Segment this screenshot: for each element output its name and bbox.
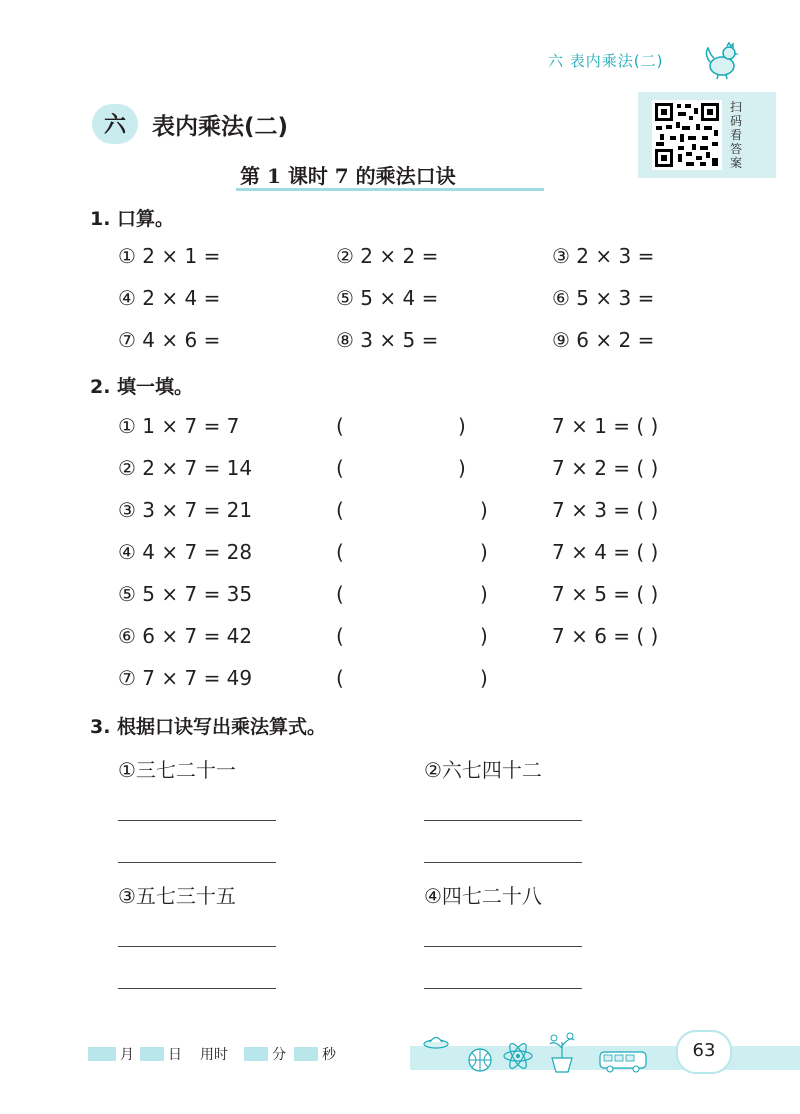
answer-line[interactable] bbox=[118, 946, 276, 947]
paren-close: ) bbox=[480, 582, 488, 606]
potted-plant-icon bbox=[550, 1033, 574, 1072]
day-label: 日 bbox=[168, 1047, 182, 1063]
month-blank[interactable] bbox=[88, 1047, 116, 1061]
time-used-label: 用时 bbox=[200, 1047, 228, 1063]
fill-row-right: 7 × 5 = ( ) bbox=[552, 582, 659, 606]
fill-row-left: ① 1 × 7 = 7 bbox=[118, 414, 240, 438]
minute-label: 分 bbox=[272, 1047, 286, 1063]
paren-close: ) bbox=[480, 666, 488, 690]
fill-row-right: 7 × 1 = ( ) bbox=[552, 414, 659, 438]
fill-row-right: 7 × 6 = ( ) bbox=[552, 624, 659, 648]
science-icons bbox=[420, 1030, 680, 1074]
paren-close: ) bbox=[480, 498, 488, 522]
fill-row-right: 7 × 2 = ( ) bbox=[552, 456, 659, 480]
second-label: 秒 bbox=[322, 1047, 336, 1063]
paren-open: ( bbox=[336, 666, 344, 690]
answer-line[interactable] bbox=[424, 862, 582, 863]
qr-caption-char: 码 bbox=[729, 114, 742, 128]
fill-row-right: 7 × 3 = ( ) bbox=[552, 498, 659, 522]
answer-line[interactable] bbox=[118, 820, 276, 821]
oral-calc-item: ② 2 × 2 = bbox=[336, 244, 439, 268]
paren-open: ( bbox=[336, 498, 344, 522]
unit-title: 表内乘法(二) bbox=[152, 114, 289, 140]
oral-calc-item: ⑤ 5 × 4 = bbox=[336, 286, 439, 310]
qr-code-icon[interactable] bbox=[652, 100, 722, 170]
unit-number: 六 bbox=[103, 113, 126, 138]
fill-row-left: ⑤ 5 × 7 = 35 bbox=[118, 582, 253, 606]
qr-caption bbox=[726, 100, 746, 170]
atom-icon bbox=[504, 1041, 532, 1070]
bus-icon bbox=[600, 1052, 646, 1072]
fill-row-left: ② 2 × 7 = 14 bbox=[118, 456, 253, 480]
page-number: 63 bbox=[692, 1040, 716, 1061]
minute-blank[interactable] bbox=[244, 1047, 268, 1061]
qr-caption-char: 案 bbox=[729, 156, 742, 170]
second-blank[interactable] bbox=[294, 1047, 318, 1061]
answer-line[interactable] bbox=[118, 988, 276, 989]
fill-row-left: ⑥ 6 × 7 = 42 bbox=[118, 624, 253, 648]
answer-line[interactable] bbox=[118, 862, 276, 863]
chant-item: ①三七二十一 bbox=[118, 758, 236, 782]
oral-calc-item: ④ 2 × 4 = bbox=[118, 286, 221, 310]
answer-line[interactable] bbox=[424, 988, 582, 989]
chant-item: ②六七四十二 bbox=[424, 758, 542, 782]
oral-calc-item: ⑥ 5 × 3 = bbox=[552, 286, 655, 310]
section-2-heading: 2. 填一填。 bbox=[90, 376, 194, 398]
paren-open: ( bbox=[336, 624, 344, 648]
paren-open: ( bbox=[336, 414, 344, 438]
paren-close: ) bbox=[480, 624, 488, 648]
lesson-underline bbox=[236, 188, 544, 191]
lesson-title: 第 1 课时 7 的乘法口诀 bbox=[240, 164, 456, 188]
globe-icon bbox=[469, 1049, 491, 1071]
month-label: 月 bbox=[120, 1047, 134, 1063]
rooster-icon bbox=[702, 40, 742, 80]
fill-row-right: 7 × 4 = ( ) bbox=[552, 540, 659, 564]
paren-open: ( bbox=[336, 540, 344, 564]
answer-line[interactable] bbox=[424, 946, 582, 947]
section-3-heading: 3. 根据口诀写出乘法算式。 bbox=[90, 716, 327, 738]
answer-line[interactable] bbox=[424, 820, 582, 821]
oral-calc-item: ① 2 × 1 = bbox=[118, 244, 221, 268]
paren-open: ( bbox=[336, 456, 344, 480]
oral-calc-item: ⑧ 3 × 5 = bbox=[336, 328, 439, 352]
paren-close: ) bbox=[458, 456, 466, 480]
chant-item: ④四七二十八 bbox=[424, 884, 542, 908]
oral-calc-item: ⑨ 6 × 2 = bbox=[552, 328, 655, 352]
paren-open: ( bbox=[336, 582, 344, 606]
fill-row-left: ③ 3 × 7 = 21 bbox=[118, 498, 253, 522]
running-header: 六 表内乘法(二) bbox=[548, 52, 664, 70]
fill-row-left: ④ 4 × 7 = 28 bbox=[118, 540, 253, 564]
fill-row-left: ⑦ 7 × 7 = 49 bbox=[118, 666, 253, 690]
paren-close: ) bbox=[458, 414, 466, 438]
chant-item: ③五七三十五 bbox=[118, 884, 236, 908]
qr-caption-char: 扫 bbox=[729, 100, 742, 114]
ufo-icon bbox=[424, 1038, 448, 1049]
section-1-heading: 1. 口算。 bbox=[90, 208, 175, 230]
qr-caption-char: 看 bbox=[729, 128, 742, 142]
qr-caption-char: 答 bbox=[729, 142, 742, 156]
day-blank[interactable] bbox=[140, 1047, 164, 1061]
paren-close: ) bbox=[480, 540, 488, 564]
oral-calc-item: ⑦ 4 × 6 = bbox=[118, 328, 221, 352]
oral-calc-item: ③ 2 × 3 = bbox=[552, 244, 655, 268]
